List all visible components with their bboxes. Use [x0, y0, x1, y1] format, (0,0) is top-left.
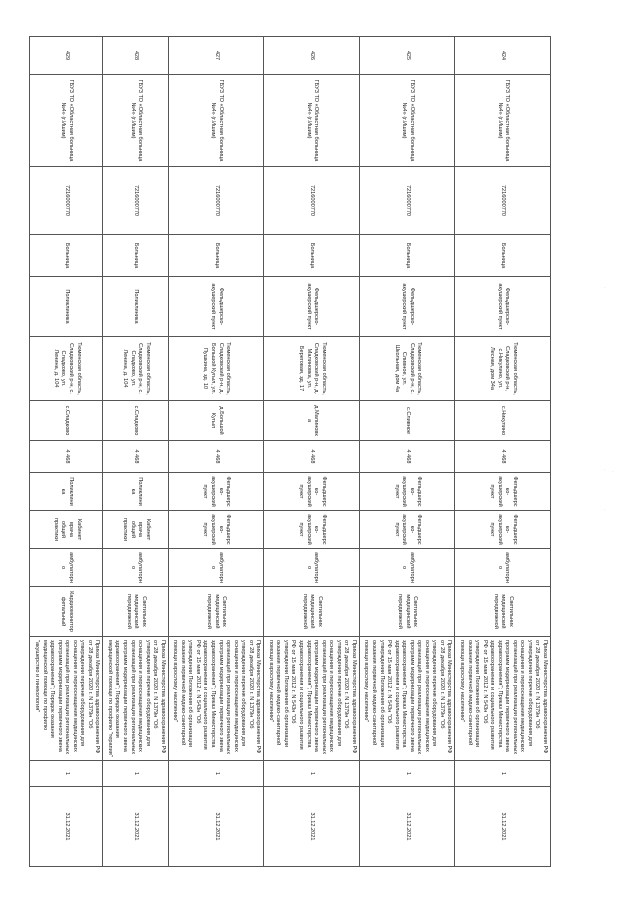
- cell-num: 426: [264, 37, 360, 75]
- cell-order: Приказ Министерства здравоохранения РФ от 28 декабря 2020 г. N 1379н "Об утверждении перечня оборудования для оснащения и переоснащения медицинских организаций при реализации региональных программ модернизации первичного звена здравоохранения"; Порядок оказания медицинской помощи по профилю "акушерство и гинекология": [30, 637, 103, 761]
- cell-kind1: Поликлиника: [103, 473, 168, 511]
- cell-kind1: Поликлиника: [30, 473, 103, 511]
- cell-kind2: Фельдшерско-акушерский пункт: [168, 511, 264, 549]
- scan-dot: ·: [604, 285, 606, 291]
- cell-type: Больница: [30, 235, 103, 277]
- cell-care: амбулаторно: [168, 549, 264, 587]
- cell-kind1: Фельдшерско-акушерский пункт: [168, 473, 264, 511]
- cell-care: амбулаторно: [455, 549, 551, 587]
- cell-qty: 1: [359, 761, 455, 787]
- cell-address: Тюменская область, Сладковский р-н, с. Сладково, ул. Ленина, д. 104: [103, 337, 168, 401]
- cell-kind2: Фельдшерско-акушерский пункт: [359, 511, 455, 549]
- cell-equipment: Светильник медицинский передвижной: [264, 587, 360, 637]
- cell-unit: Фельдшерско-акушерский пункт: [168, 277, 264, 337]
- cell-org: ГБУЗ ТО «Областная больница №4» (г.Ишим): [103, 75, 168, 167]
- cell-qty: 1: [168, 761, 264, 787]
- cell-date: 31.12.2021: [30, 787, 103, 867]
- cell-unit: Фельдшерско-акушерский пункт: [359, 277, 455, 337]
- cell-address: Тюменская область, Сладковский р-н, с. Сливное, ул. Школьная, дом 4а: [359, 337, 455, 401]
- cell-order: Приказ Министерства здравоохранения РФ от 28 декабря 2020 г. N 1379н "Об утверждении перечня оборудования для оснащения и переоснащения медицинских организаций при реализации региональных программ модернизации первичного звена здравоохранения"; Порядок оказания медицинской помощи по профилю "терапия": [103, 637, 168, 761]
- cell-settlement: с.Сладково: [103, 401, 168, 441]
- scan-dot: ·: [604, 467, 606, 473]
- table-row: [168, 37, 264, 867]
- scan-dot: ·: [612, 469, 614, 475]
- cell-settlement: с.Сливное: [359, 401, 455, 441]
- cell-care: амбулаторно: [264, 549, 360, 587]
- cell-order: Приказ Министерства здравоохранения РФ от 28 декабря 2020 г. N 1379н "Об утверждении перечня оборудования для оснащения и переоснащения медицинских организаций при реализации региональных программ модернизации первичного звена здравоохранения"; Приказ Министерства здравоохранения и социального развития РФ от 15 мая 2012 г. N 543н "Об утверждении Положения об организации оказания первичной медико-санитарной помощи взрослому населению": [168, 637, 264, 761]
- cell-kind2: Кабинет врача общей практики: [30, 511, 103, 549]
- cell-kind2: Фельдшерско-акушерский пункт: [455, 511, 551, 549]
- cell-address: Тюменская область, Сладковский р-н, д. Большой Кугыл, ул. Пушкина, зд. 10: [168, 337, 264, 401]
- cell-kind1: Фельдшерско-акушерский пункт: [359, 473, 455, 511]
- cell-type: Больница: [455, 235, 551, 277]
- scan-dot: ·: [604, 507, 606, 513]
- cell-inn: 7216000770: [103, 167, 168, 235]
- cell-unit: Поликлиника: [30, 277, 103, 337]
- cell-order: Приказ Министерства здравоохранения РФ от 28 декабря 2020 г. N 1379н "Об утверждении перечня оборудования для оснащения и переоснащения медицинских организаций при реализации региональных программ модернизации первичного звена здравоохранения"; Приказ Министерства здравоохранения и социального развития РФ от 15 мая 2012 г. N 543н "Об утверждении Положения об организации оказания первичной медико-санитарной помощи взрослому населению": [264, 637, 360, 761]
- cell-population: 4 468: [30, 441, 103, 473]
- cell-num: 425: [359, 37, 455, 75]
- cell-qty: 1: [30, 761, 103, 787]
- cell-date: 31.12.2021: [359, 787, 455, 867]
- cell-care: амбулаторно: [30, 549, 103, 587]
- equipment-table: [29, 36, 551, 867]
- rotated-table-container: [34, 36, 551, 866]
- cell-unit: Поликлиника: [103, 277, 168, 337]
- cell-org: ГБУЗ ТО «Областная больница №4» (г.Ишим): [264, 75, 360, 167]
- cell-kind2: Фельдшерско-акушерский пункт: [264, 511, 360, 549]
- cell-num: 424: [455, 37, 551, 75]
- cell-num: 427: [168, 37, 264, 75]
- cell-address: Тюменская область, Сладковский р-н, д. Малиновка, ул. Береговая, зд. 17: [264, 337, 360, 401]
- cell-equipment: Светильник медицинский передвижной: [455, 587, 551, 637]
- cell-num: 429: [30, 37, 103, 75]
- cell-org: ГБУЗ ТО «Областная больница №4» (г.Ишим): [359, 75, 455, 167]
- cell-qty: 1: [103, 761, 168, 787]
- cell-inn: 7216000770: [359, 167, 455, 235]
- table-row: [359, 37, 455, 867]
- cell-num: 428: [103, 37, 168, 75]
- cell-type: Больница: [264, 235, 360, 277]
- cell-date: 31.12.2021: [168, 787, 264, 867]
- cell-population: 4 468: [168, 441, 264, 473]
- table-row: [455, 37, 551, 867]
- table-row: [30, 37, 103, 867]
- cell-inn: 7216000770: [30, 167, 103, 235]
- cell-address: Тюменская область, Сладковский р-н, с. Сладково, ул. Ленина, д. 104: [30, 337, 103, 401]
- cell-order: Приказ Министерства здравоохранения РФ от 28 декабря 2020 г. N 1379н "Об утверждении перечня оборудования для оснащения и переоснащения медицинских организаций при реализации региональных программ модернизации первичного звена здравоохранения"; Приказ Министерства здравоохранения и социального развития РФ от 15 мая 2012 г. N 543н "Об утверждении Положения об организации оказания первичной медико-санитарной помощи взрослому населению": [455, 637, 551, 761]
- cell-kind2: Кабинет врача общей практики: [103, 511, 168, 549]
- cell-inn: 7216000770: [168, 167, 264, 235]
- cell-type: Больница: [168, 235, 264, 277]
- cell-address: Тюменская область, Сладковский р-н, с.Никулино, ул. Лесная, дом 34а: [455, 337, 551, 401]
- cell-date: 31.12.2021: [103, 787, 168, 867]
- cell-unit: Фельдшерско-акушерский пункт: [455, 277, 551, 337]
- cell-inn: 7216000770: [455, 167, 551, 235]
- cell-equipment: Светильник медицинский передвижной: [168, 587, 264, 637]
- cell-order: Приказ Министерства здравоохранения РФ от 28 декабря 2020 г. N 1379н "Об утверждении перечня оборудования для оснащения и переоснащения медицинских организаций при реализации региональных программ модернизации первичного звена здравоохранения"; Приказ Министерства здравоохранения и социального развития РФ от 15 мая 2012 г. N 543н "Об утверждении Положения об организации оказания первичной медико-санитарной помощи взрослому населению": [359, 637, 455, 761]
- cell-equipment: Светильник медицинский передвижной: [103, 587, 168, 637]
- cell-population: 4 468: [359, 441, 455, 473]
- cell-settlement: с.Сладково: [30, 401, 103, 441]
- cell-kind1: Фельдшерско-акушерский пункт: [455, 473, 551, 511]
- cell-population: 4 468: [103, 441, 168, 473]
- cell-inn: 7216000770: [264, 167, 360, 235]
- cell-unit: Фельдшерско-акушерский пункт: [264, 277, 360, 337]
- cell-date: 31.12.2021: [264, 787, 360, 867]
- cell-population: 4 468: [455, 441, 551, 473]
- cell-org: ГБУЗ ТО «Областная больница №4» (г.Ишим): [168, 75, 264, 167]
- cell-equipment: Кардиомонитор фетальный: [30, 587, 103, 637]
- cell-population: 4 468: [264, 441, 360, 473]
- cell-date: 31.12.2021: [455, 787, 551, 867]
- cell-care: амбулаторно: [359, 549, 455, 587]
- cell-qty: 1: [455, 761, 551, 787]
- cell-type: Больница: [103, 235, 168, 277]
- cell-settlement: д.Малиновка: [264, 401, 360, 441]
- cell-settlement: с.Никулино: [455, 401, 551, 441]
- cell-kind1: Фельдшерско-акушерский пункт: [264, 473, 360, 511]
- table-row: [103, 37, 168, 867]
- cell-settlement: д.Большой Кугыл: [168, 401, 264, 441]
- cell-org: ГБУЗ ТО «Областная больница №4» (г.Ишим): [455, 75, 551, 167]
- cell-qty: 1: [264, 761, 360, 787]
- cell-equipment: Светильник медицинский передвижной: [359, 587, 455, 637]
- cell-care: амбулаторно: [103, 549, 168, 587]
- table-row: [264, 37, 360, 867]
- cell-type: Больница: [359, 235, 455, 277]
- cell-org: ГБУЗ ТО «Областная больница №4» (г.Ишим): [30, 75, 103, 167]
